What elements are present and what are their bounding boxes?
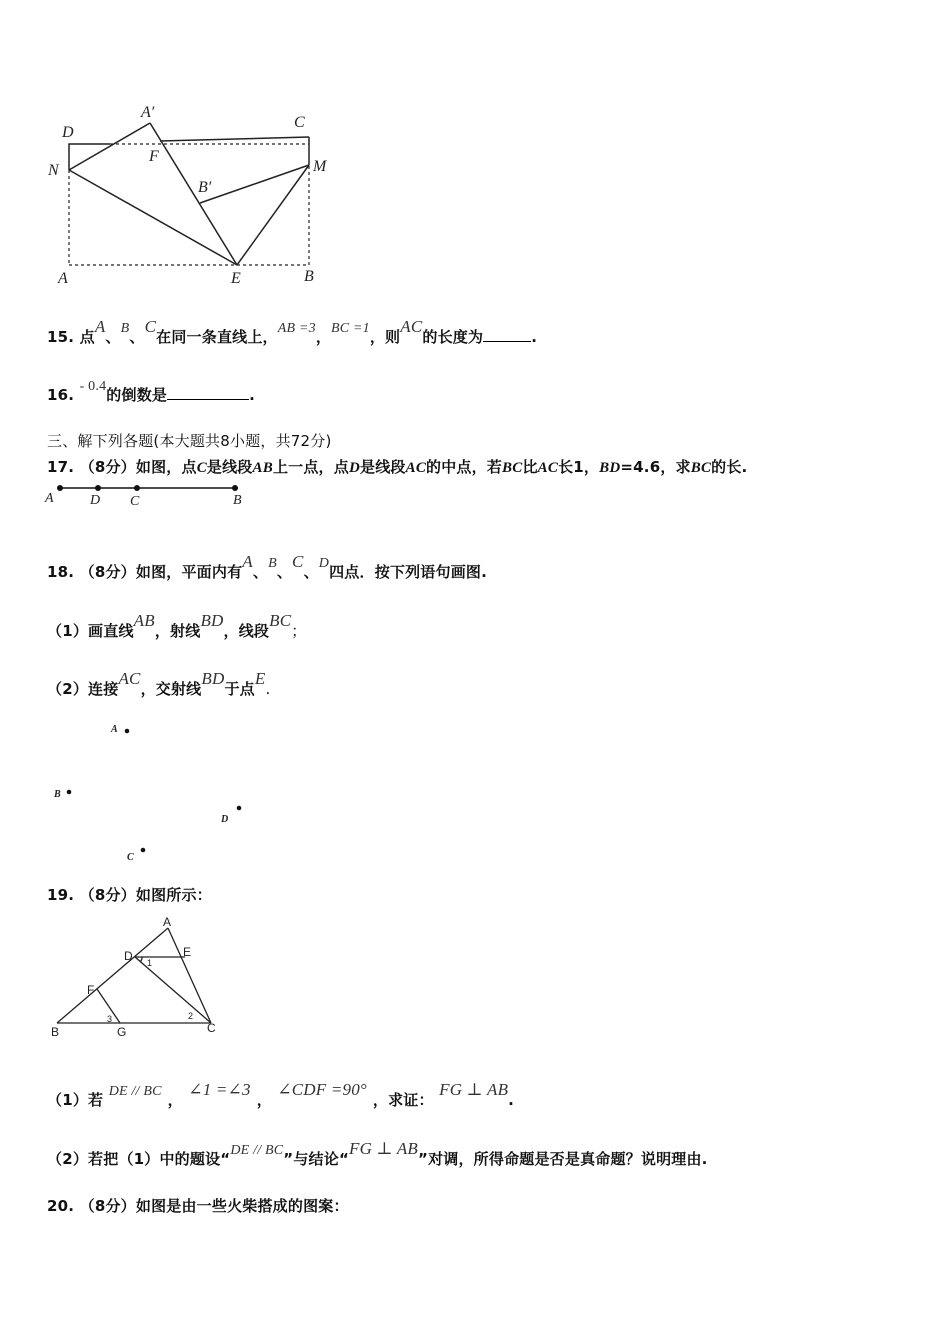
q15-number: 15. xyxy=(47,328,75,346)
q18-A: A xyxy=(242,552,253,571)
q17-text-8: =4.6，求 xyxy=(620,458,691,476)
label-B: B xyxy=(304,268,314,285)
tri-label-E: E xyxy=(183,945,192,959)
q15-comma: ， xyxy=(315,328,332,346)
q17-text-3: 上一点，点 xyxy=(272,458,349,476)
q19-text-1: 如图所示： xyxy=(135,886,212,904)
q15-eq-AB: AB =3 xyxy=(277,321,316,336)
section-3-title: 三、解下列各题(本大题共8小题，共72分) xyxy=(47,432,332,450)
q19-part-2-text-2: ”与结论“ xyxy=(283,1150,349,1168)
q19-part-1-comma-1: ， xyxy=(167,1091,183,1109)
seg-label-D: D xyxy=(90,493,101,508)
q15-end: . xyxy=(531,328,538,346)
q20-number: 20. xyxy=(47,1197,75,1215)
label-F: F xyxy=(149,148,159,165)
q18-D: D xyxy=(318,556,330,571)
q19-part-1-text-2: ，求证： xyxy=(372,1091,434,1109)
q19-part-1-end: . xyxy=(508,1091,515,1109)
q18-score: （8分） xyxy=(79,563,136,581)
q16-number: 16. xyxy=(47,386,75,404)
q18-part-2-text-2: ，交射线 xyxy=(140,680,202,698)
q19-part-1 xyxy=(47,1080,515,1110)
q18-part-2-E: E xyxy=(254,669,266,688)
q17-text-4: 是线段 xyxy=(360,458,406,476)
q15-answer-blank[interactable] xyxy=(483,329,531,342)
pt-label-D: D xyxy=(221,814,229,825)
q20-text-1: 如图是由一些火柴搭成的图案： xyxy=(135,1197,349,1215)
q18-text-1: 如图，平面内有 xyxy=(135,563,243,581)
q15-AC: AC xyxy=(400,317,423,336)
figure-triangle-ABC xyxy=(45,915,235,1045)
q19-part-1-text-1: 若 xyxy=(88,1091,104,1109)
q18-text-2: 四点．按下列语句画图. xyxy=(329,563,488,581)
q17-C: C xyxy=(196,460,207,476)
q19-part-2-text-3: ”对调，所得命题是否是真命题？说明理由. xyxy=(418,1150,708,1168)
question-20 xyxy=(47,1195,349,1216)
label-M: M xyxy=(313,158,327,175)
label-C: C xyxy=(294,114,305,131)
q15-point-A: A xyxy=(94,317,106,336)
q19-part-2-cond-2: FG ⊥ AB xyxy=(349,1139,419,1158)
tri-label-2: 2 xyxy=(188,1011,194,1021)
q17-text-5: 的中点，若 xyxy=(426,458,503,476)
q15-text-4: 的长度为 xyxy=(422,328,484,346)
question-17 xyxy=(47,456,747,477)
tri-label-G: G xyxy=(117,1025,127,1039)
q15-text-1: 点 xyxy=(79,328,95,346)
label-E: E xyxy=(231,270,241,287)
q17-text-6: 比 xyxy=(522,458,538,476)
q17-score: （8分） xyxy=(79,458,136,476)
question-16 xyxy=(47,379,256,405)
q19-part-2-text-1: 若把（1）中的题设“ xyxy=(88,1150,231,1168)
q19-part-1-cond-2: ∠1 =∠3 xyxy=(188,1080,251,1099)
question-18 xyxy=(47,552,488,582)
q15-point-C: C xyxy=(144,317,157,336)
tri-label-C: C xyxy=(207,1021,216,1035)
q17-number: 17. xyxy=(47,458,75,476)
q18-part-1-text-1: 画直线 xyxy=(88,622,134,640)
seg-label-C: C xyxy=(130,494,140,509)
q18-C: C xyxy=(292,552,304,571)
q17-AB: AB xyxy=(252,460,273,476)
q18-sep-1: 、 xyxy=(252,563,269,581)
pt-label-C: C xyxy=(127,852,134,863)
tri-label-3: 3 xyxy=(107,1014,113,1024)
q18-part-1 xyxy=(47,611,307,641)
q18-part-2-BD: BD xyxy=(201,669,225,688)
q19-part-1-label: （1） xyxy=(47,1091,89,1109)
tri-label-A: A xyxy=(163,915,172,929)
q17-AC-2: AC xyxy=(537,460,559,476)
q19-part-2-label: （2） xyxy=(47,1150,89,1168)
q16-answer-blank[interactable] xyxy=(167,387,249,400)
q18-sep-2: 、 xyxy=(276,563,293,581)
q18-part-2-AC: AC xyxy=(118,669,141,688)
question-15 xyxy=(47,317,538,347)
label-N: N xyxy=(48,162,59,179)
q17-BC: BC xyxy=(502,460,523,476)
tri-label-D: D xyxy=(124,949,133,963)
question-19 xyxy=(47,884,212,905)
q17-D: D xyxy=(348,460,360,476)
figure-four-points xyxy=(45,715,265,865)
q15-text-3: ，则 xyxy=(369,328,401,346)
seg-label-B: B xyxy=(233,493,242,508)
q15-sep-2: 、 xyxy=(129,328,145,346)
q19-part-2 xyxy=(47,1139,708,1169)
q18-part-1-BD: BD xyxy=(200,611,224,630)
q19-part-1-cond-1: DE // BC xyxy=(108,1084,162,1099)
q16-text: 的倒数是 xyxy=(106,386,168,404)
q17-text-2: 是线段 xyxy=(206,458,253,476)
q15-eq-BC: BC =1 xyxy=(331,321,370,336)
q15-sep-1: 、 xyxy=(105,328,121,346)
q18-part-2 xyxy=(47,669,271,699)
figure-segment-ADCB xyxy=(42,480,252,510)
q19-part-1-cond-3: ∠CDF =90° xyxy=(277,1080,367,1099)
q18-part-1-text-2: ，射线 xyxy=(154,622,201,640)
q16-end: . xyxy=(249,386,256,404)
q17-BC-2: BC xyxy=(690,460,712,476)
q18-part-1-end: ； xyxy=(291,622,307,640)
pt-label-B: B xyxy=(54,789,61,800)
label-B-prime: B′ xyxy=(198,179,212,196)
q18-part-1-text-3: ，线段 xyxy=(223,622,270,640)
tri-label-1: 1 xyxy=(147,958,153,968)
q19-part-1-conclusion: FG ⊥ AB xyxy=(439,1080,509,1099)
q19-part-2-cond-1: DE // BC xyxy=(230,1143,284,1158)
tri-label-B: B xyxy=(51,1025,60,1039)
q19-number: 19. xyxy=(47,886,75,904)
label-A-prime: A′ xyxy=(141,104,155,121)
seg-label-A: A xyxy=(45,491,54,506)
q18-B: B xyxy=(268,556,277,571)
q17-BD: BD xyxy=(599,460,621,476)
q18-sep-3: 、 xyxy=(303,563,319,581)
q19-part-1-comma-2: ， xyxy=(256,1091,272,1109)
q18-part-1-AB: AB xyxy=(133,611,155,630)
q17-text-9: 的长. xyxy=(711,458,748,476)
q18-part-2-label: （2） xyxy=(47,680,89,698)
label-D: D xyxy=(62,124,74,141)
pt-label-A: A xyxy=(111,724,118,735)
q17-text-7: 长1， xyxy=(558,458,600,476)
q16-expression: - 0.4 xyxy=(79,379,107,394)
label-A: A xyxy=(58,270,68,287)
q18-part-2-end: . xyxy=(265,680,271,698)
q15-text-2: 在同一条直线上， xyxy=(156,328,278,346)
tri-label-F: F xyxy=(87,983,95,997)
q18-part-2-text-3: 于点 xyxy=(224,680,255,698)
q18-part-1-BC: BC xyxy=(269,611,292,630)
q18-number: 18. xyxy=(47,563,75,581)
figure-folded-rectangle xyxy=(40,95,350,295)
q17-AC: AC xyxy=(405,460,427,476)
q15-point-B: B xyxy=(120,321,130,336)
q20-score: （8分） xyxy=(79,1197,136,1215)
q17-text-1: 如图，点 xyxy=(135,458,197,476)
q18-part-1-label: （1） xyxy=(47,622,89,640)
q19-score: （8分） xyxy=(79,886,136,904)
q18-part-2-text-1: 连接 xyxy=(88,680,119,698)
